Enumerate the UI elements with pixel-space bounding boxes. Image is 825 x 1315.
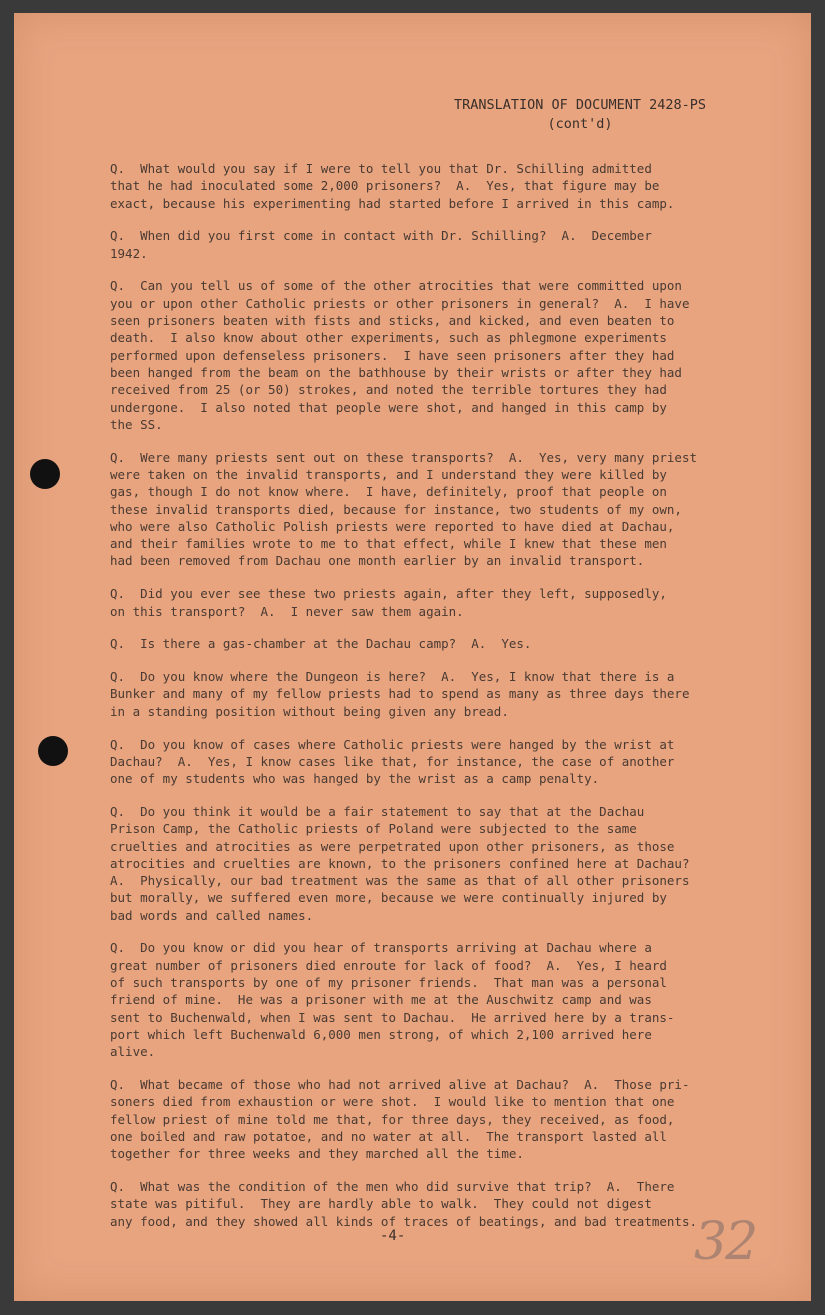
paragraph: Q. Were many priests sent out on these transports? A. Yes, very many priest were taken on the invalid transports, and I understand they were killed by gas, though I do not know where. I have, definitely, proof that people on these invalid transports died, because for instance, two students of my own, who were also Catholic Polish priests were reported to have died at Dachau, and their families wrote to me to that effect, while I knew that these men had been removed from Dachau one month earlier by an invalid transport. xyxy=(110,449,697,569)
paragraph: Q. Do you know of cases where Catholic priests were hanged by the wrist at Dachau? A. Yes, I know cases like that, for instance, the case of another one of my students who was hanged by the wrist as a camp penalty. xyxy=(110,736,675,787)
paragraph: Q. What became of those who had not arrived alive at Dachau? A. Those pri- soners died from exhaustion or were shot. I would like to mention that one fellow priest of mine told me that, for three days, they received, as food, one boiled and raw potatoe, and no water at all. The transport lasted all together for three weeks and they marched all the time. xyxy=(110,1077,690,1162)
punch-hole-bottom xyxy=(38,736,68,766)
paragraph: Q. What was the condition of the men who did survive that trip? A. There state was pitiful. They are hardly able to walk. They could not digest any food, and they showed all kinds of traces of beatings, and bad treatments. xyxy=(110,1179,697,1229)
paragraph: Q. Do you know where the Dungeon is here? A. Yes, I know that there is a Bunker and many of my fellow priests had to spend as many as three days there in a standing position without being given any bread. xyxy=(110,669,690,719)
handwritten-page-number: 32 xyxy=(694,1212,757,1272)
paragraph: Q. When did you first come in contact with Dr. Schilling? A. December 1942. xyxy=(110,228,652,261)
paragraph: Q. Can you tell us of some of the other atrocities that were committed upon you or upon other Catholic priests or other prisoners in general? A. I have seen prisoners beaten with fists and sticks, and kicked, and even beaten to death. I also know about other experiments, such as phlegmone experiments performed upon defenseless prisoners. I have seen prisoners after they had been hanged from the beam on the bathhouse by their wrists or after they had received from 25 (or 50) strokes, and noted the terrible tortures they had undergone. I also noted that people were shot, and hanged in this camp by the SS. xyxy=(110,278,690,432)
paragraph: Q. Do you think it would be a fair statement to say that at the Dachau Prison Camp, the Catholic priests of Poland were subjected to the same cruelties and atrocities as were perpetrated upon other prisoners, as those atrocities and cruelties are known, to the prisoners confined here at Dachau? A. Physically, our bad treatment was the same as that of all other prisoners but morally, we suffered even more, because we were continually injured by bad words and called names. xyxy=(110,803,690,923)
paragraph: Q. What would you say if I were to tell you that Dr. Schilling admitted that he had inoculated some 2,000 prisoners? A. Yes, that figure may be exact, because his experimenting had started before I arrived in this camp. xyxy=(110,161,675,211)
paragraph: Q. Is there a gas-chamber at the Dachau camp? A. Yes. xyxy=(110,636,532,652)
document-subtitle: (cont'd) xyxy=(547,116,613,132)
punch-hole-top xyxy=(30,459,60,489)
paragraph: Q. Do you know or did you hear of transports arriving at Dachau where a great number of prisoners died enroute for lack of food? A. Yes, I heard of such transports by one of my prisoner friends. That man was a personal friend of mine. He was a prisoner with me at the Auschwitz camp and was sent to Buchenwald, when I was sent to Dachau. He arrived here by a trans- port which left Buchenwald 6,000 men strong, of which 2,100 arrived here alive. xyxy=(110,940,675,1060)
document-header xyxy=(420,96,740,134)
document-body xyxy=(110,160,760,1245)
page-number: -4- xyxy=(380,1228,406,1244)
document-title: TRANSLATION OF DOCUMENT 2428-PS xyxy=(454,97,706,113)
paragraph: Q. Did you ever see these two priests again, after they left, supposedly, on this transport? A. I never saw them again. xyxy=(110,586,667,619)
